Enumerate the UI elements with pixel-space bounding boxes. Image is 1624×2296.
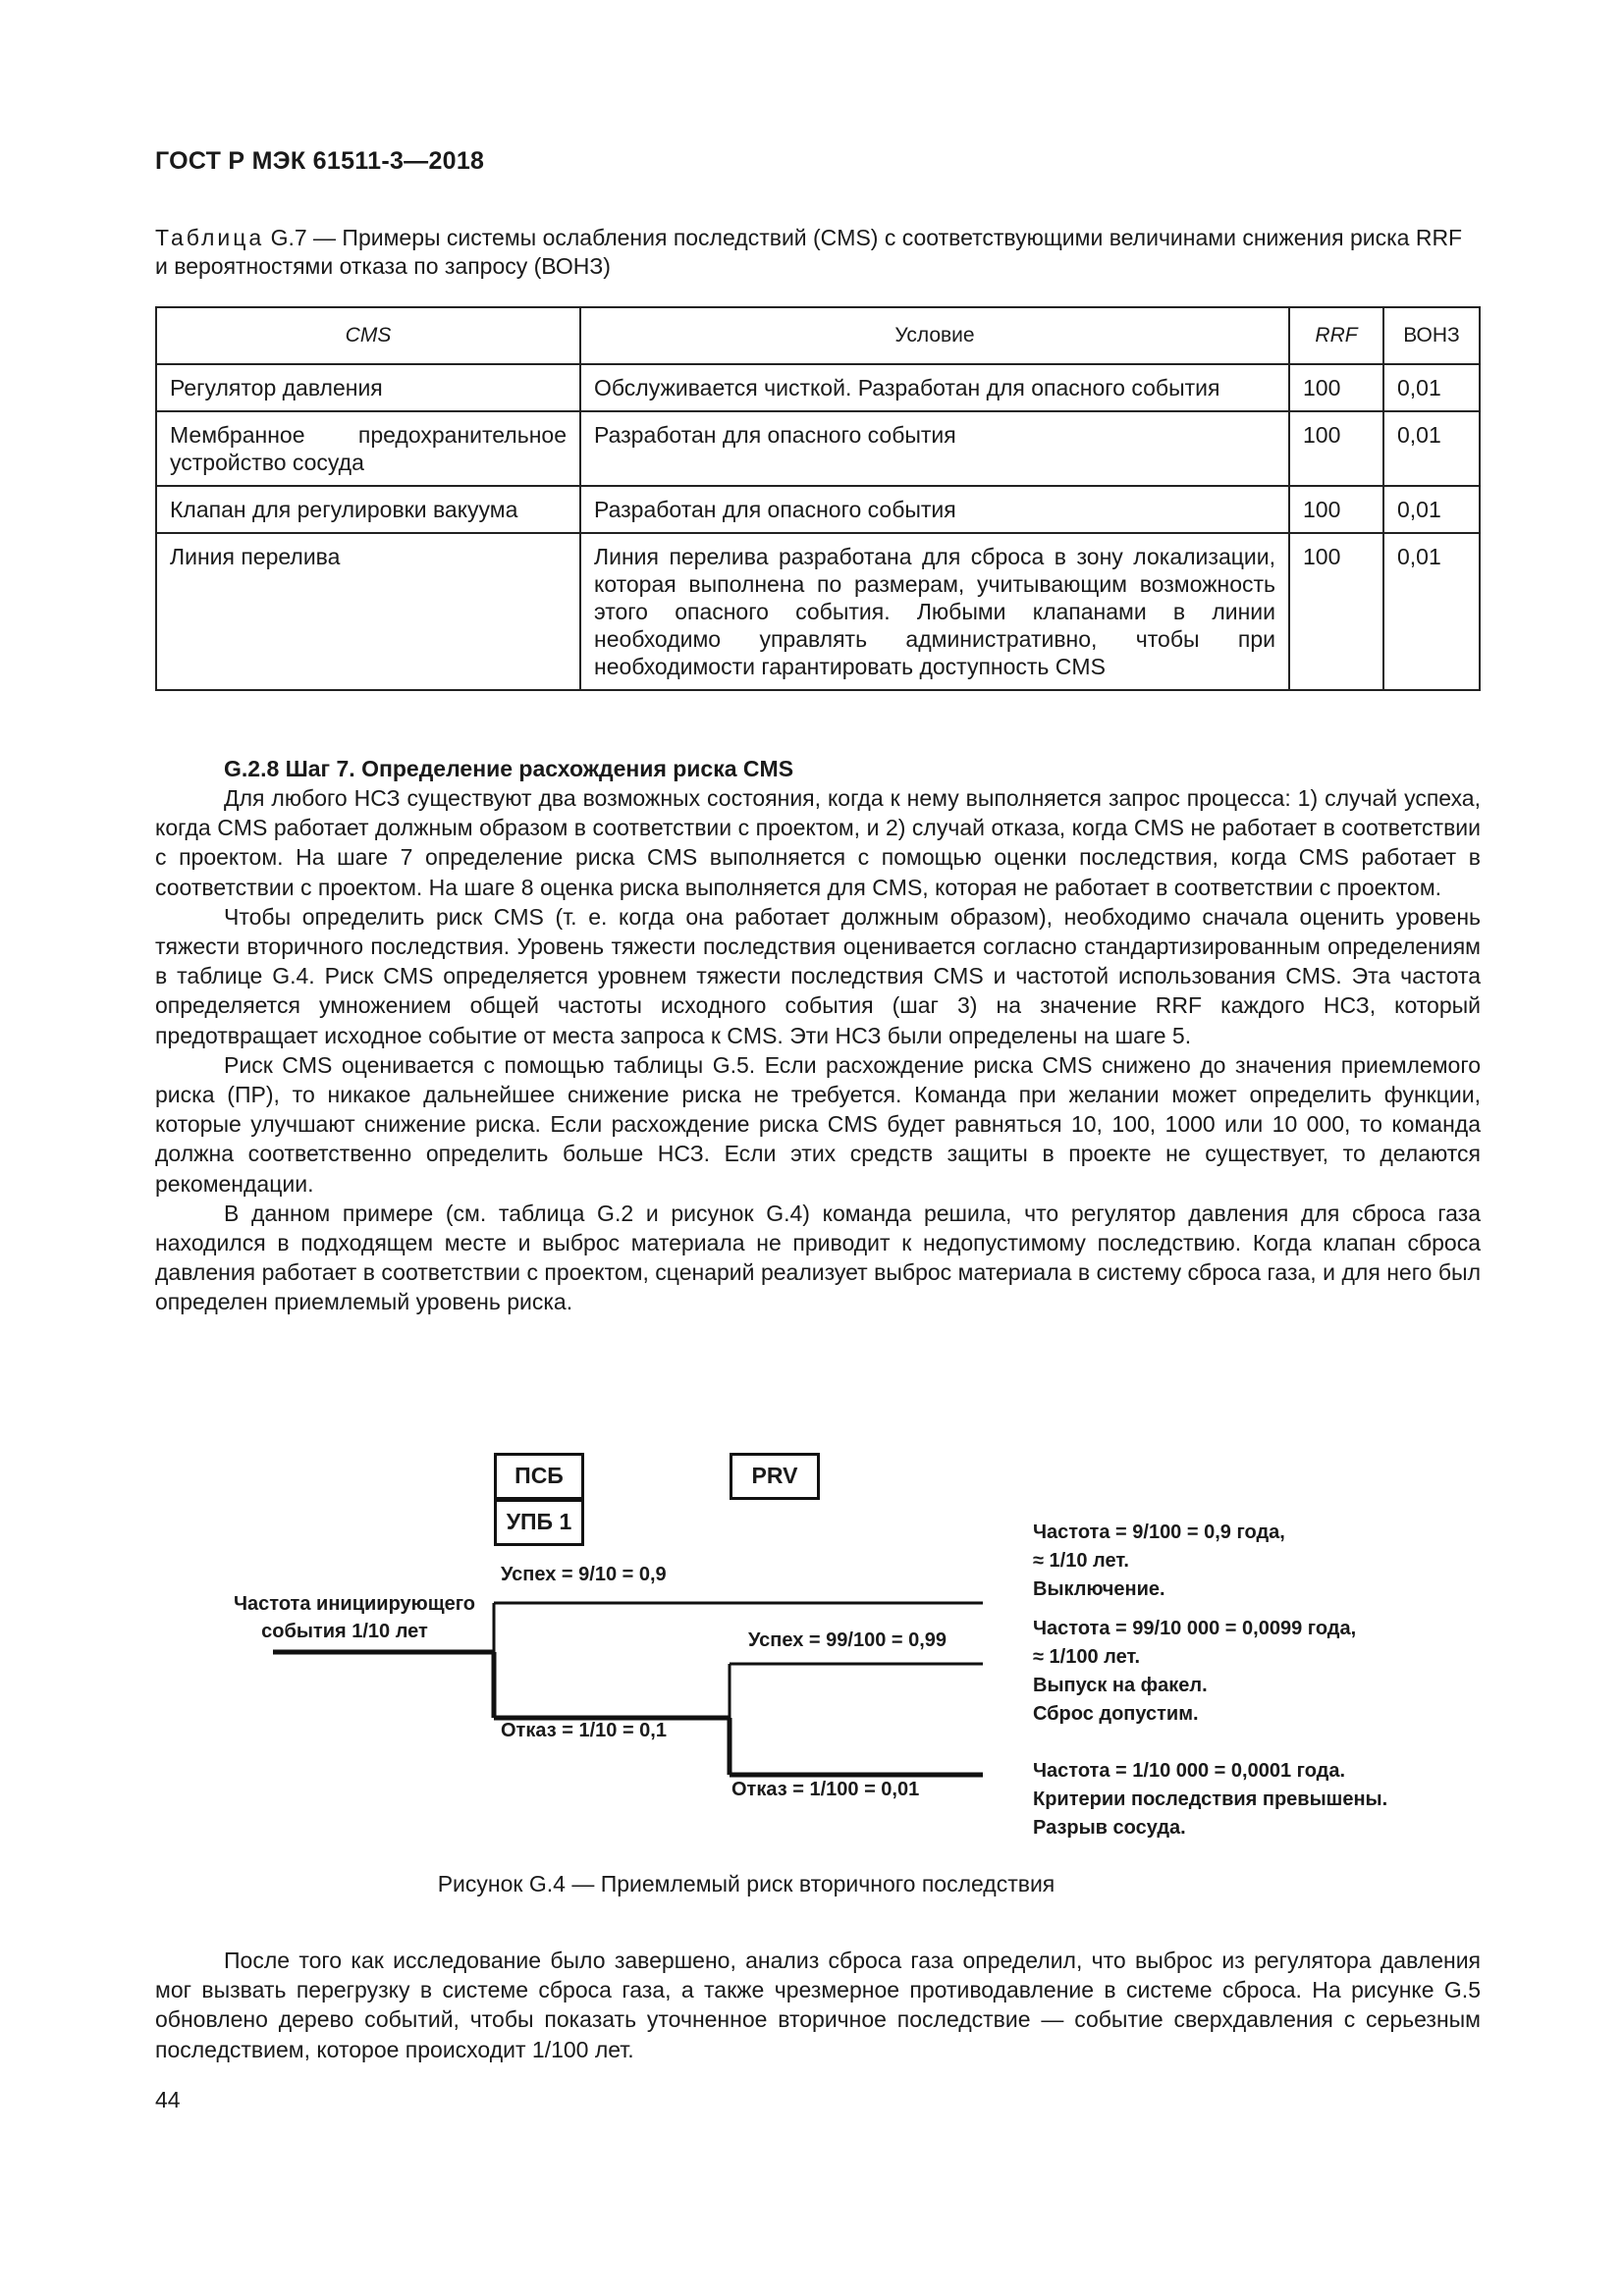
cell-condition: Обслуживается чисткой. Разработан для опасного события [580, 364, 1289, 411]
outcome-line: Частота = 9/100 = 0,9 года, [1033, 1522, 1285, 1543]
outcome-rupture [1033, 1757, 1387, 1842]
failure1-label: Отказ = 1/10 = 0,1 [501, 1720, 667, 1741]
outcome-shutdown [1033, 1519, 1285, 1604]
outcome-line: ≈ 1/100 лет. [1033, 1646, 1141, 1668]
cell-vonz: 0,01 [1383, 486, 1480, 533]
cell-vonz: 0,01 [1383, 411, 1480, 486]
initiating-line2: события 1/10 лет [261, 1621, 428, 1642]
header-rrf-text: RRF [1315, 324, 1358, 347]
paragraph: В данном примере (см. таблица G.2 и рисунок G.4) команда решила, что регулятор давления для сброса газа находился в подходящем месте и выброс материала не приводит к недопустимому последствию. Когда клапан сброса давления работает в соответствии с проектом, сценарий реализует выброс материала в систему сброса газа, и для него был определен приемлемый уровень риска. [155, 1200, 1481, 1315]
outcome-line: Сброс допустим. [1033, 1703, 1199, 1725]
cell-cms-line1: Мембранное предохранительное [170, 422, 567, 448]
cell-cms [156, 411, 580, 486]
table-header-row [156, 307, 1480, 364]
table-row [156, 486, 1480, 533]
table-caption [155, 224, 1481, 281]
cell-condition: Разработан для опасного события [580, 411, 1289, 486]
table-caption-label: Таблица [155, 225, 265, 250]
box-psb: ПСБ [494, 1453, 584, 1500]
document-header: ГОСТ Р МЭК 61511-3—2018 [155, 147, 485, 175]
initiating-frequency-label [234, 1590, 476, 1645]
cell-rrf: 100 [1289, 486, 1383, 533]
table-row [156, 411, 1480, 486]
outcome-line: Выключение. [1033, 1578, 1165, 1600]
initiating-line1: Частота инициирующего [234, 1593, 476, 1615]
paragraph: Для любого НСЗ существуют два возможных состояния, когда к нему выполняется запрос процесса: 1) случай успеха, когда CMS работает должным образом в соответствии с проектом, и 2) случай отказа, когда CMS не работает в соответствии с проектом. На шаге 7 определение риска CMS выполняется с помощью оценки последствия, когда CMS работает в соответствии с проектом. На шаге 8 оценка риска выполняется для CMS, которая не работает в соответствии с проектом. [155, 785, 1481, 900]
header-condition: Условие [580, 307, 1289, 364]
cell-cms: Линия перелива [156, 533, 580, 690]
success2-label: Успех = 99/100 = 0,99 [748, 1629, 947, 1651]
cms-table [155, 306, 1481, 691]
success1-label: Успех = 9/10 = 0,9 [501, 1564, 667, 1585]
page-number: 44 [155, 2087, 181, 2112]
header-rrf [1289, 307, 1383, 364]
section-heading: G.2.8 Шаг 7. Определение расхождения риска CMS [224, 756, 794, 781]
cell-condition: Разработан для опасного события [580, 486, 1289, 533]
cell-cms: Регулятор давления [156, 364, 580, 411]
cell-cms-line2: устройство сосуда [170, 450, 364, 475]
closing-section [155, 1946, 1481, 2064]
cell-rrf: 100 [1289, 533, 1383, 690]
outcome-line: Частота = 1/10 000 = 0,0001 года. [1033, 1760, 1346, 1782]
paragraph: Чтобы определить риск CMS (т. е. когда она работает должным образом), необходимо сначала оценить уровень тяжести вторичного последствия. Уровень тяжести последствия оценивается согласно стандартизированным определениям в таблице G.4. Риск CMS определяется уровнем тяжести последствия CMS и частотой использования CMS. Эта частота определяется умножением общей частоты исходного события (шаг 3) на значение RRF каждого НСЗ, который предотвращает исходное событие от места запроса к CMS. Эти НСЗ были определены на шаге 5. [155, 903, 1481, 1048]
outcome-line: Разрыв сосуда. [1033, 1817, 1186, 1839]
table-row [156, 533, 1480, 690]
outcome-line: Критерии последствия превышены. [1033, 1789, 1388, 1810]
failure2-label: Отказ = 1/100 = 0,01 [731, 1779, 920, 1800]
box-prv: PRV [730, 1453, 820, 1500]
paragraph: После того как исследование было завершено, анализ сброса газа определил, что выброс из регулятора давления мог вызвать перегрузку в системе сброса газа, а также чрезмерное противодавление в системе сброса. На рисунке G.5 обновлено дерево событий, чтобы показать уточненное вторичное последствие — событие сверхдавления с серьезным последствием, которое происходит 1/100 лет. [155, 1948, 1481, 2062]
cell-vonz: 0,01 [1383, 364, 1480, 411]
header-vonz: ВОНЗ [1383, 307, 1480, 364]
section-g28 [155, 754, 1481, 1317]
cell-cms: Клапан для регулировки вакуума [156, 486, 580, 533]
cell-rrf: 100 [1289, 411, 1383, 486]
table-caption-text: G.7 — Примеры системы ослабления последствий (CMS) с соответствующими величинами снижения риска RRF и вероятностями отказа по запросу (ВОНЗ) [155, 225, 1463, 279]
table-row [156, 364, 1480, 411]
cell-vonz: 0,01 [1383, 533, 1480, 690]
header-cms-text: CMS [345, 324, 392, 347]
outcome-line: Частота = 99/10 000 = 0,0099 года, [1033, 1618, 1357, 1639]
outcome-line: Выпуск на факел. [1033, 1675, 1208, 1696]
outcome-flare [1033, 1615, 1356, 1729]
cell-rrf: 100 [1289, 364, 1383, 411]
box-upb: УПБ 1 [494, 1499, 584, 1546]
outcome-line: ≈ 1/10 лет. [1033, 1550, 1129, 1572]
paragraph: Риск CMS оценивается с помощью таблицы G.5. Если расхождение риска CMS снижено до значения приемлемого риска (ПР), то никакое дальнейшее снижение риска не требуется. Команда при желании может определить функции, которые улучшают снижение риска. Если расхождение риска CMS будет равняться 10, 100, 1000 или 10 000, то команда должна соответственно определить больше НСЗ. Если этих средств защиты в проекте не существует, то делаются рекомендации. [155, 1051, 1481, 1197]
header-cms [156, 307, 580, 364]
figure-caption: Рисунок G.4 — Приемлемый риск вторичного последствия [437, 1871, 1056, 1896]
cell-condition: Линия перелива разработана для сброса в зону локализации, которая выполнена по размерам, учитывающим возможность этого опасного события. Любыми клапанами в линии необходимо управлять административно, чтобы при необходимости гарантировать доступность CMS [580, 533, 1289, 690]
